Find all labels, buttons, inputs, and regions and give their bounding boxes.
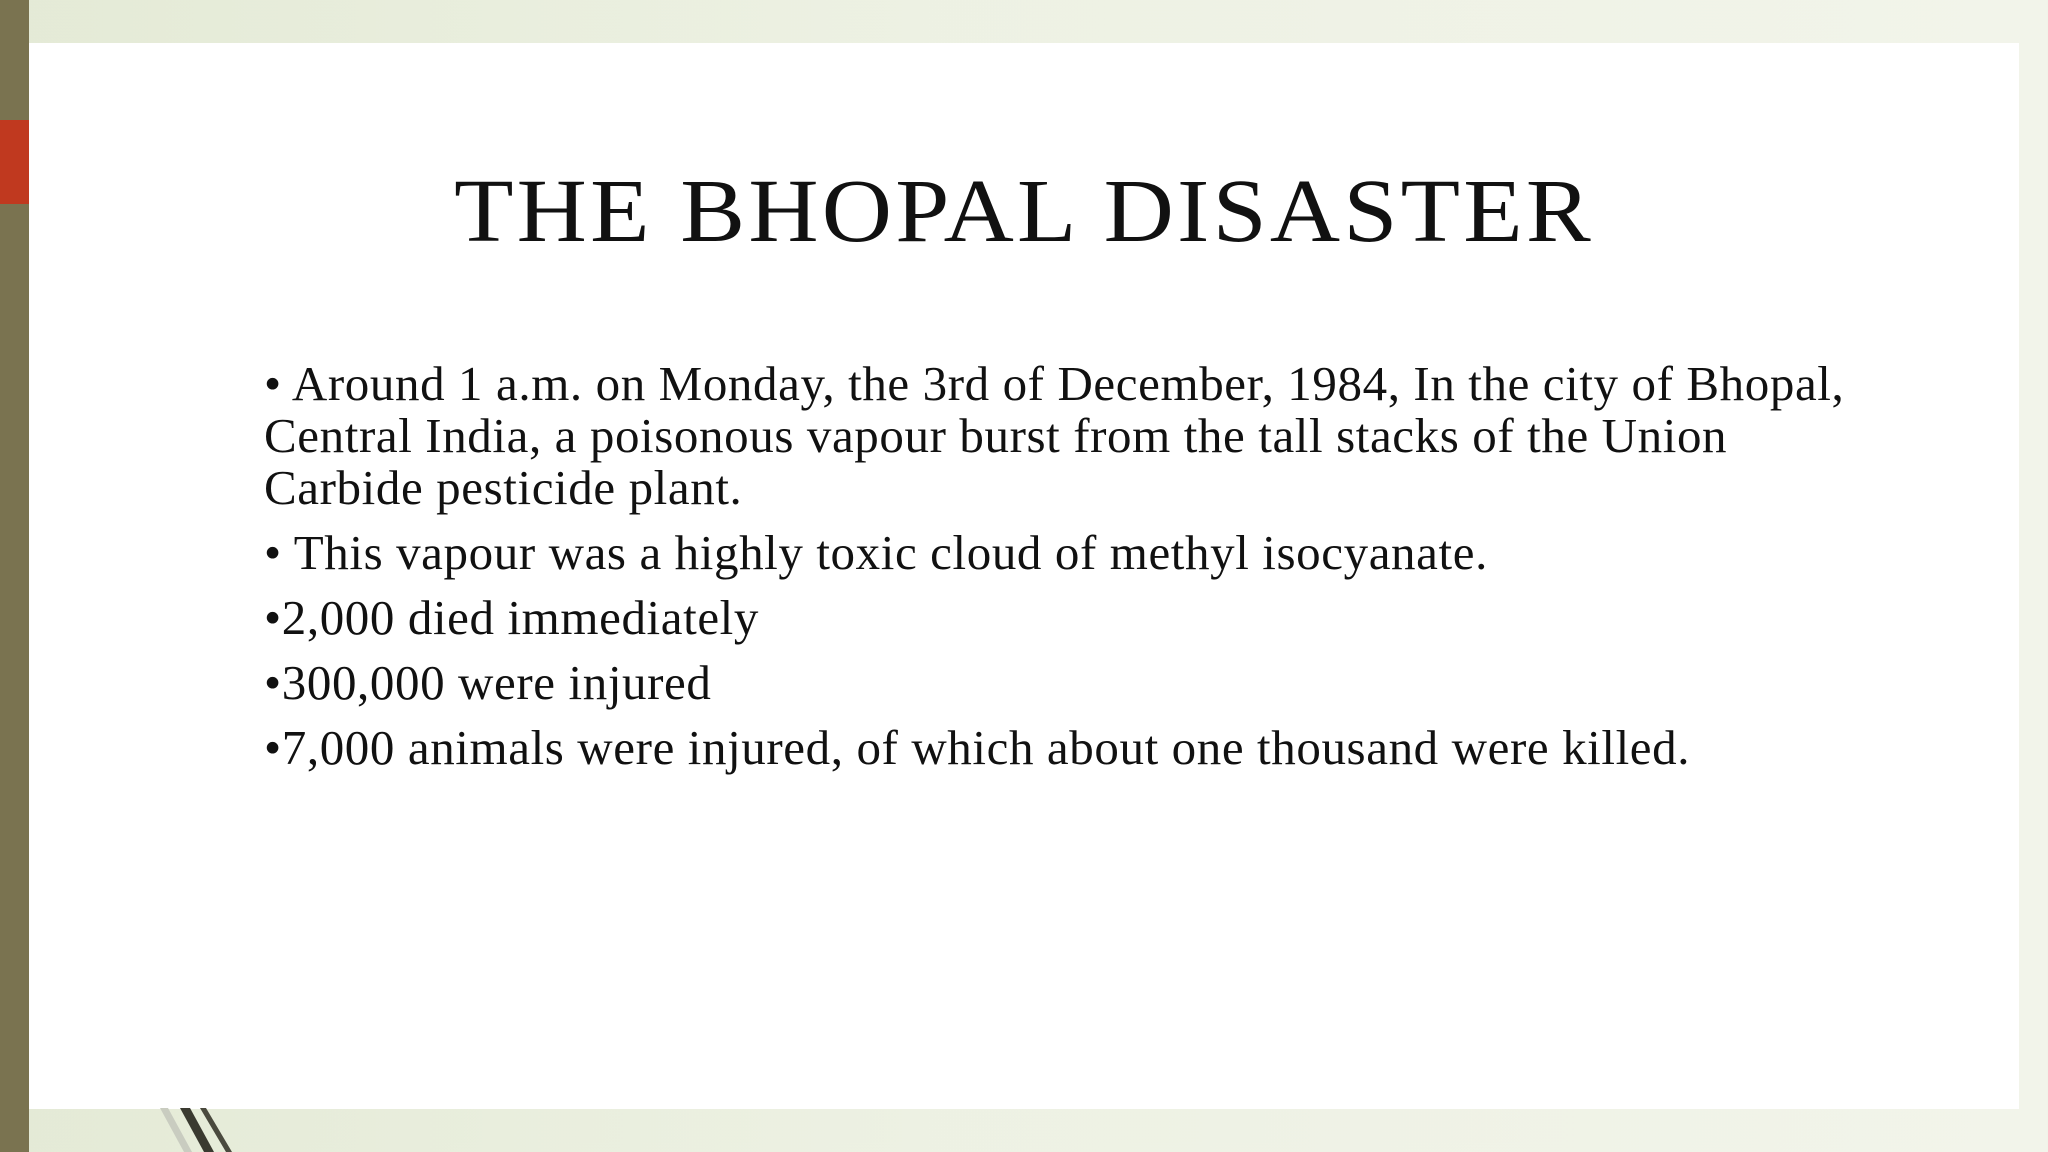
bullet-item: • This vapour was a highly toxic cloud of methyl isocyanate. bbox=[264, 525, 1488, 580]
bullet-item: •7,000 animals were injured, of which about one thousand were killed. bbox=[264, 720, 1691, 775]
slide-title: THE BHOPAL DISASTER bbox=[454, 162, 1594, 261]
bullet-item: •300,000 were injured bbox=[264, 655, 712, 710]
bullet-list bbox=[264, 358, 1864, 787]
decorative-stripes-icon bbox=[150, 1108, 270, 1152]
bullet-item: • Around 1 a.m. on Monday, the 3rd of December, 1984, In the city of Bhopal, Central India, a poisonous vapour burst from the tall stacks of the Union Carbide pesticide plant. bbox=[264, 356, 1845, 515]
bullet-item: •2,000 died immediately bbox=[264, 590, 759, 645]
